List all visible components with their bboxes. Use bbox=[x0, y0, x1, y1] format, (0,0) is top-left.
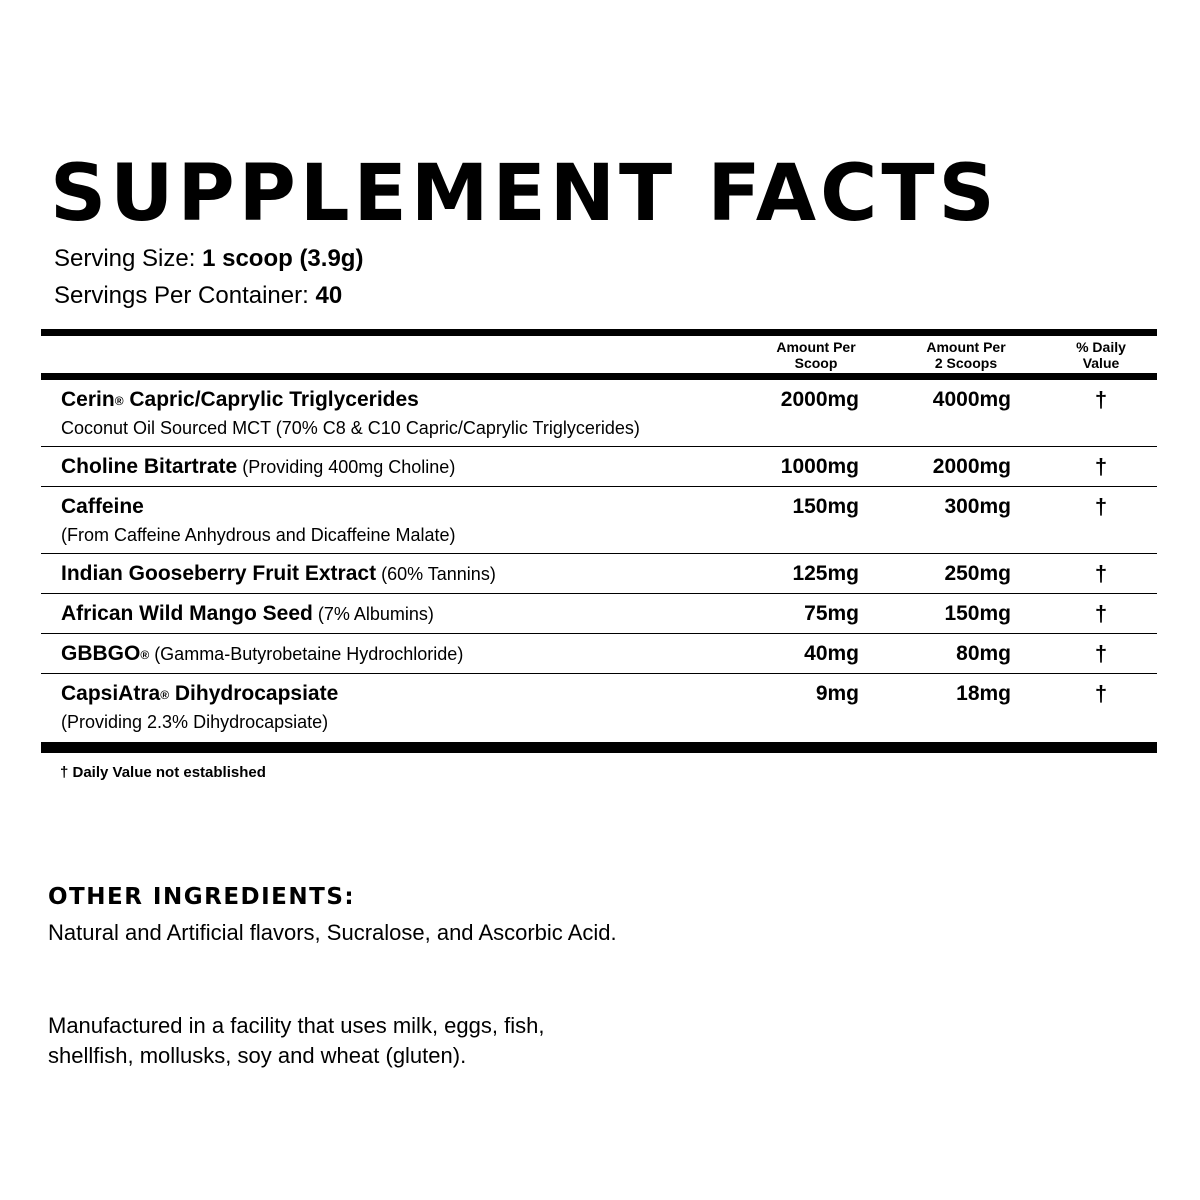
amount-per-2-scoops: 4000mg bbox=[932, 388, 1011, 411]
amount-per-scoop: 9mg bbox=[815, 682, 859, 705]
daily-value: † bbox=[1094, 681, 1108, 706]
daily-value: † bbox=[1094, 601, 1108, 626]
amount-per-2-scoops: 150mg bbox=[944, 602, 1011, 625]
servings-per-container-label: Servings Per Container: bbox=[54, 282, 309, 309]
ingredient-description: (Providing 2.3% Dihydrocapsiate) bbox=[61, 712, 329, 732]
amount-per-scoop: 40mg bbox=[804, 642, 859, 665]
amount-per-2-scoops: 18mg bbox=[956, 682, 1011, 705]
table-header bbox=[41, 336, 1157, 373]
other-ingredients-title: OTHER INGREDIENTS: bbox=[48, 884, 356, 910]
ingredient-description: Coconut Oil Sourced MCT (70% C8 & C10 Capric/Caprylic Triglycerides) bbox=[61, 418, 640, 438]
daily-value-footnote: † Daily Value not established bbox=[60, 764, 266, 781]
amount-per-scoop: 125mg bbox=[792, 562, 859, 585]
amount-per-scoop: 150mg bbox=[792, 495, 859, 518]
daily-value: † bbox=[1094, 387, 1108, 412]
table-row bbox=[41, 554, 1157, 594]
ingredient-name: CapsiAtra® Dihydrocapsiate bbox=[61, 682, 339, 705]
header-daily-value: % Daily Value bbox=[1076, 339, 1126, 371]
serving-size-label: Serving Size: bbox=[54, 245, 196, 272]
header-amount-per-scoop: Amount Per Scoop bbox=[776, 339, 856, 371]
table-row bbox=[41, 380, 1157, 447]
table-row bbox=[41, 594, 1157, 634]
ingredient-description: (From Caffeine Anhydrous and Dicaffeine Malate) bbox=[61, 525, 456, 545]
ingredient-name: Choline Bitartrate (Providing 400mg Choline) bbox=[61, 455, 456, 478]
table-row bbox=[41, 487, 1157, 554]
servings-per-container bbox=[54, 282, 342, 310]
top-divider bbox=[41, 329, 1157, 336]
allergen-facility-text: Manufactured in a facility that uses milk, eggs, fish, shellfish, mollusks, soy and wheat (gluten). bbox=[48, 1013, 545, 1068]
daily-value: † bbox=[1094, 454, 1108, 479]
amount-per-2-scoops: 300mg bbox=[944, 495, 1011, 518]
daily-value: † bbox=[1094, 494, 1108, 519]
table-row bbox=[41, 447, 1157, 487]
ingredient-name: GBBGO® (Gamma-Butyrobetaine Hydrochloride) bbox=[61, 642, 464, 665]
amount-per-2-scoops: 2000mg bbox=[932, 455, 1011, 478]
bottom-divider bbox=[41, 742, 1157, 753]
header-divider bbox=[41, 373, 1157, 380]
amount-per-2-scoops: 250mg bbox=[944, 562, 1011, 585]
amount-per-scoop: 75mg bbox=[804, 602, 859, 625]
table-row bbox=[41, 674, 1157, 742]
supplement-facts-table bbox=[41, 329, 1157, 753]
amount-per-2-scoops: 80mg bbox=[956, 642, 1011, 665]
ingredient-name: Indian Gooseberry Fruit Extract (60% Tannins) bbox=[61, 562, 496, 585]
page-title: SUPPLEMENT FACTS bbox=[50, 149, 999, 239]
servings-per-container-value: 40 bbox=[315, 282, 343, 309]
amount-per-scoop: 1000mg bbox=[780, 455, 859, 478]
ingredient-name: African Wild Mango Seed (7% Albumins) bbox=[61, 602, 434, 625]
table-row bbox=[41, 634, 1157, 674]
header-amount-per-2-scoops: Amount Per 2 Scoops bbox=[926, 339, 1006, 371]
daily-value: † bbox=[1094, 561, 1108, 586]
daily-value: † bbox=[1094, 641, 1108, 666]
ingredient-name: Caffeine bbox=[61, 495, 144, 518]
serving-size-value: 1 scoop (3.9g) bbox=[202, 245, 364, 272]
serving-size bbox=[54, 245, 363, 273]
ingredient-name: Cerin® Capric/Caprylic Triglycerides bbox=[61, 388, 419, 411]
amount-per-scoop: 2000mg bbox=[780, 388, 859, 411]
other-ingredients-text: Natural and Artificial flavors, Sucralose, and Ascorbic Acid. bbox=[48, 920, 617, 945]
